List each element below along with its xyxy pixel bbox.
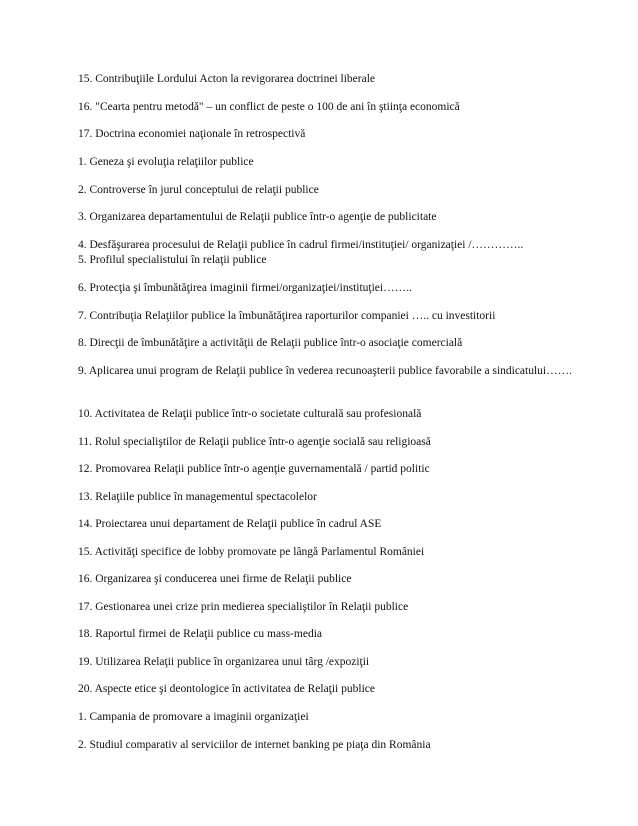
topic-line: 19. Utilizarea Relaţii publice în organizarea unui târg /expoziţii [78, 656, 370, 668]
topic-line: 15. Contribuţiile Lordului Acton la revigorarea doctrinei liberale [78, 73, 375, 85]
topic-line: 15. Activităţi specifice de lobby promovate pe lângă Parlamentul României [78, 546, 425, 558]
topic-line: 14. Proiectarea unui departament de Relaţii publice în cadrul ASE [78, 518, 382, 530]
topic-line: 1. Geneza şi evoluţia relaţiilor publice [78, 156, 254, 168]
topic-line: 4. Desfăşurarea procesului de Relaţii publice în cadrul firmei/instituţiei/ organizaţiei /………….. [78, 239, 524, 251]
topic-line: 10. Activitatea de Relaţii publice într-o societate culturală sau profesională [78, 408, 422, 420]
topic-line: 17. Doctrina economiei naţionale în retrospectivă [78, 128, 306, 140]
topic-line: 13. Relaţiile publice în managementul spectacolelor [78, 491, 317, 503]
topic-line: 11. Rolul specialiştilor de Relaţii publice într-o agenţie socială sau religioasă [78, 436, 431, 448]
topic-line: 18. Raportul firmei de Relaţii publice cu mass-media [78, 628, 322, 640]
topic-line: 5. Profilul specialistului în relaţii publice [78, 254, 267, 266]
topic-line: 2. Studiul comparativ al serviciilor de internet banking pe piaţa din România [78, 739, 431, 751]
topic-line: 7. Contribuţia Relaţiilor publice la îmbunătăţirea raporturilor companiei ….. cu investitorii [78, 310, 496, 322]
topic-line: 3. Organizarea departamentului de Relaţii publice într-o agenţie de publicitate [78, 211, 437, 223]
topic-line: 17. Gestionarea unei crize prin medierea specialiştilor în Relaţii publice [78, 601, 409, 613]
topic-line: 12. Promovarea Relaţii publice într-o agenţie guvernamentală / partid politic [78, 463, 430, 475]
topic-line: 8. Direcţii de îmbunătăţire a activităţii de Relaţii publice într-o asociaţie comercială [78, 337, 463, 349]
topic-line: 20. Aspecte etice şi deontologice în activitatea de Relaţii publice [78, 683, 375, 695]
topic-line: 16. "Cearta pentru metodă" – un conflict de peste o 100 de ani în ştiinţa economică [78, 101, 460, 113]
topic-line: 16. Organizarea şi conducerea unei firme de Relaţii publice [78, 573, 352, 585]
topic-line: 2. Controverse în jurul conceptului de relaţii publice [78, 184, 319, 196]
topic-line: 6. Protecţia şi îmbunătăţirea imaginii firmei/organizaţiei/instituţiei…….. [78, 282, 412, 294]
topic-line: 1. Campania de promovare a imaginii organizaţiei [78, 711, 309, 723]
topic-line: 9. Aplicarea unui program de Relaţii publice în vederea recunoaşterii publice favorabile a sindicatului……. [78, 365, 573, 377]
